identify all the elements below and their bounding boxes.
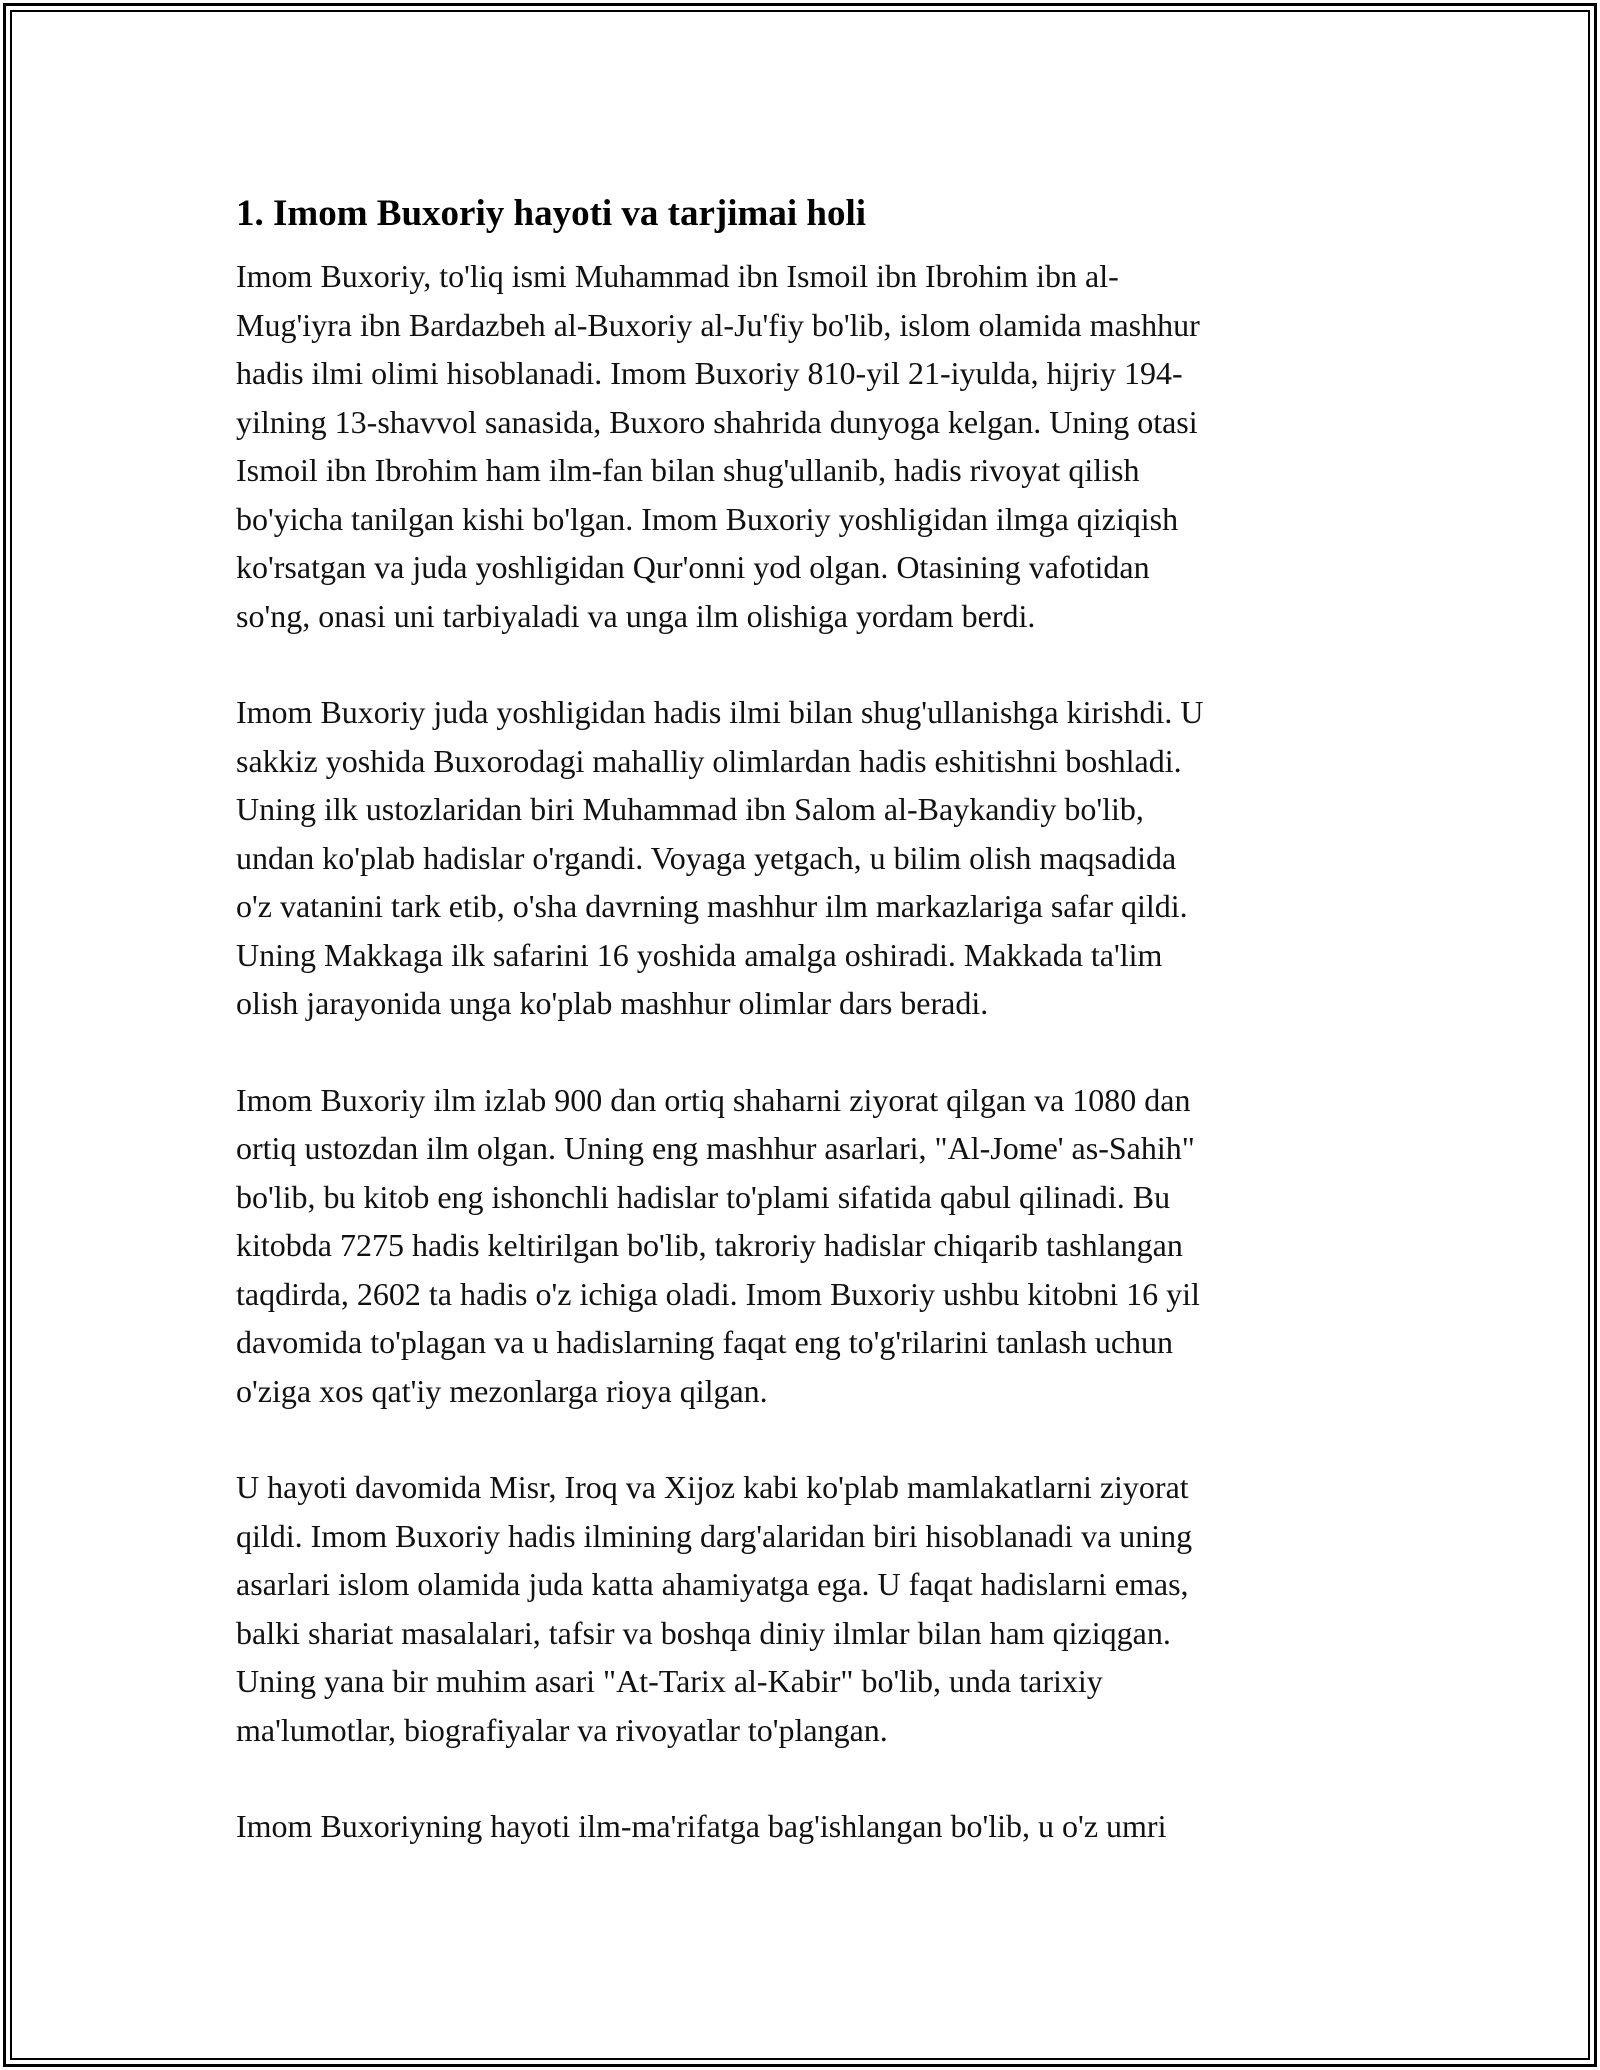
paragraph-1: Imom Buxoriy, to'liq ismi Muhammad ibn Ismoil ibn Ibrohim ibn al- Mug'iyra ibn Bardazbeh al-Buxoriy al-Ju'fiy bo'lib, islom olamida mashhur hadis ilmi olimi hisoblanadi. Imom Buxoriy 810-yil 21-iyulda, hijriy 194- yilning 13-shavvol sanasida, Buxoro shahrida dunyoga kelgan. Uning otasi Ismoil ibn Ibrohim ham ilm-fan bilan shug'ullanib, hadis rivoyat qilish bo'yicha tanilgan kishi bo'lgan. Imom Buxoriy yoshligidan ilmga qiziqish ko'rsatgan va juda yoshligidan Qur'onni yod olgan. Otasining vafotidan so'ng, onasi uni tarbiyaladi va unga ilm olishiga yordam berdi. xyxy=(236,258,1200,634)
paragraph-5: Imom Buxoriyning hayoti ilm-ma'rifatga bag'ishlangan bo'lib, u o'z umri xyxy=(236,1808,1167,1844)
paragraph-4: U hayoti davomida Misr, Iroq va Xijoz kabi ko'plab mamlakatlarni ziyorat qildi. Imom Buxoriy hadis ilmining darg'alaridan biri hisoblanadi va uning asarlari islom olamida juda katta ahamiyatga ega. U faqat hadislarni emas, balki shariat masalalari, tafsir va boshqa diniy ilmlar bilan ham qiziqgan. Uning yana bir muhim asari "At-Tarix al-Kabir" bo'lib, unda tarixiy ma'lumotlar, biografiyalar va rivoyatlar to'plangan. xyxy=(236,1469,1193,1748)
paragraph-3: Imom Buxoriy ilm izlab 900 dan ortiq shaharni ziyorat qilgan va 1080 dan ortiq ustozdan ilm olgan. Uning eng mashhur asarlari, "Al-Jome' as-Sahih" bo'lib, bu kitob eng ishonchli hadislar to'plami sifatida qabul qilinadi. Bu kitobda 7275 hadis keltirilgan bo'lib, takroriy hadislar chiqarib tashlangan taqdirda, 2602 ta hadis o'z ichiga oladi. Imom Buxoriy ushbu kitobni 16 yil davomida to'plagan va u hadislarning faqat eng to'g'rilarini tanlash uchun o'ziga xos qat'iy mezonlarga rioya qilgan. xyxy=(236,1081,1200,1409)
paragraph-2: Imom Buxoriy juda yoshligidan hadis ilmi bilan shug'ullanishga kirishdi. U sakkiz yoshida Buxorodagi mahalliy olimlardan hadis eshitishni boshladi. Uning ilk ustozlaridan biri Muhammad ibn Salom al-Baykandiy bo'lib, undan ko'plab hadislar o'rgandi. Voyaga yetgach, u bilim olish maqsadida o'z vatanini tark etib, o'sha davrning mashhur ilm markazlariga safar qildi. Uning Makkaga ilk safarini 16 yoshida amalga oshiradi. Makkada ta'lim olish jarayonida unga ko'plab mashhur olimlar dars beradi. xyxy=(236,694,1204,1021)
document-body xyxy=(236,188,1356,1899)
section-heading: 1. Imom Buxoriy hayoti va tarjimai holi xyxy=(236,193,867,234)
